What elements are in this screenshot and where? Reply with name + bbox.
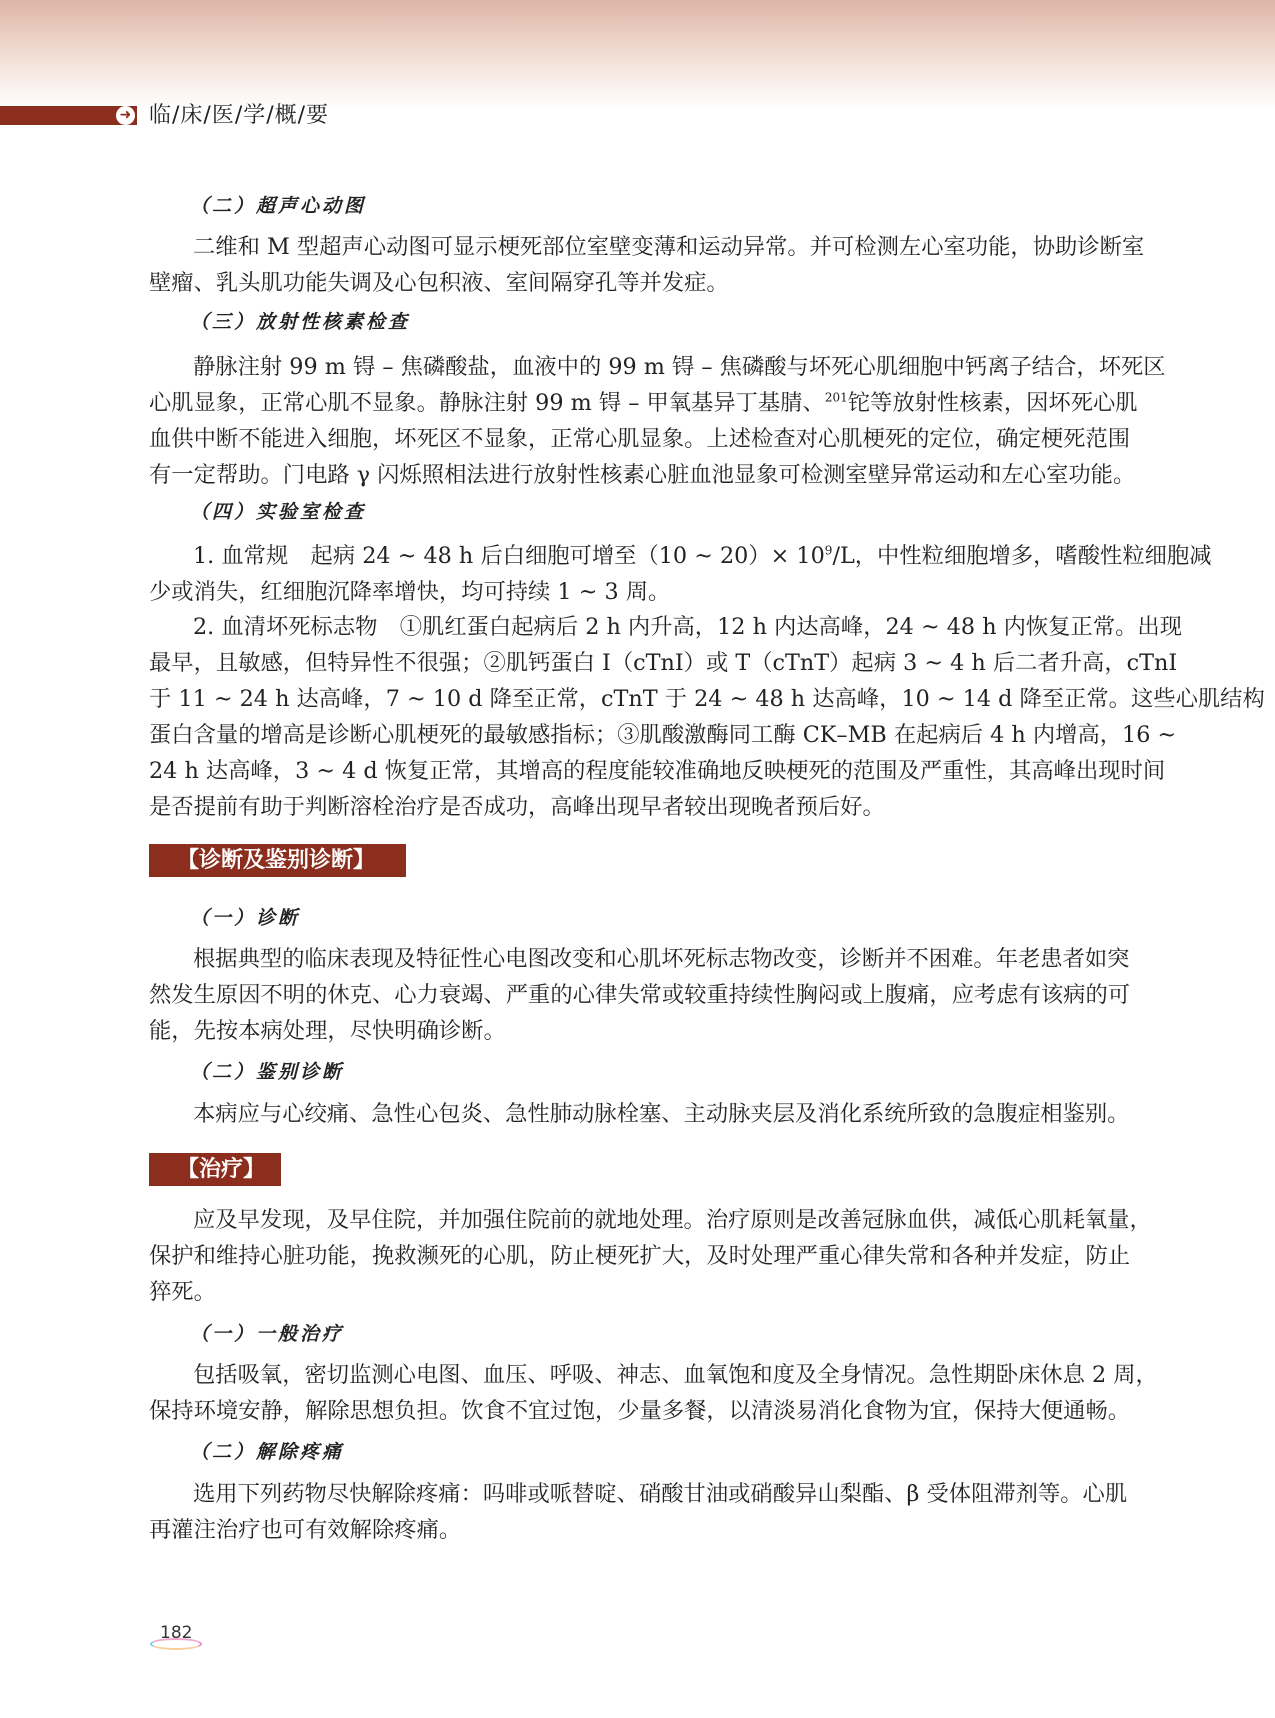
section-subheading: （二）解除疼痛 xyxy=(190,1441,345,1463)
paragraph xyxy=(149,609,1265,825)
paragraph-line xyxy=(149,789,1122,825)
paragraph-line xyxy=(149,941,1130,977)
paragraph-line xyxy=(149,421,1131,457)
paragraph-line xyxy=(149,349,1166,385)
line-text: 血供中断不能进入细胞，坏死区不显象，正常心肌显象。上述检查对心肌梗死的定位，确定梗死范围 xyxy=(149,426,1131,452)
section-banner: 【治疗】 xyxy=(149,1153,281,1186)
line-text: 最早，且敏感，但特异性不很强；②肌钙蛋白 I（cTnI）或 T（cTnT）起病 3 ~ 4 h 后二者升高，cTnI xyxy=(149,650,1178,676)
paragraph-line xyxy=(149,385,1138,421)
line-text: 壁瘤、乳头肌功能失调及心包积液、室间隔穿孔等并发症。 xyxy=(149,270,729,296)
line-text: 蛋白含量的增高是诊断心肌梗死的最敏感指标；③肌酸激酶同工酶 CK–MB 在起病后 4 h 内增高，16 ~ xyxy=(149,722,1177,748)
line-text: 静脉注射 99 m 锝 – 焦磷酸盐，血液中的 99 m 锝 – 焦磷酸与坏死心肌细胞中钙离子结合，坏死区 xyxy=(193,354,1166,380)
section-subheading: （一）诊断 xyxy=(190,907,301,929)
page-header-gradient xyxy=(0,0,1275,110)
paragraph-line xyxy=(149,1202,1152,1238)
paragraph-line xyxy=(149,1013,1122,1049)
paragraph xyxy=(149,1202,1152,1310)
line-text: 然发生原因不明的休克、心力衰竭、严重的心律失常或较重持续性胸闷或上腹痛，应考虑有该病的可 xyxy=(149,982,1131,1008)
line-text: 保护和维持心脏功能，挽救濒死的心肌，防止梗死扩大，及时处理严重心律失常和各种并发症，防止 xyxy=(149,1243,1131,1269)
paragraph-line xyxy=(149,1238,1131,1274)
line-text: 根据典型的临床表现及特征性心电图改变和心肌坏死标志物改变，诊断并不困难。年老患者如突 xyxy=(193,946,1130,972)
line-text: 猝死。 xyxy=(149,1279,216,1305)
section-subheading: （一）一般治疗 xyxy=(190,1323,345,1345)
superscript: 9 xyxy=(824,543,833,558)
line-text: 选用下列药物尽快解除疼痛：吗啡或哌替啶、硝酸甘油或硝酸异山梨酯、β 受体阻滞剂等。心肌 xyxy=(193,1481,1128,1507)
paragraph-line xyxy=(149,457,1136,493)
line-text: 再灌注治疗也可有效解除疼痛。 xyxy=(149,1517,462,1543)
paragraph xyxy=(149,229,1145,301)
section-subheading: （四）实验室检查 xyxy=(190,501,367,523)
arrow-right-circle-icon: ➜ xyxy=(116,106,135,125)
paragraph-line xyxy=(149,717,1177,753)
page-number xyxy=(150,1622,202,1652)
section-banner: 【诊断及鉴别诊断】 xyxy=(149,844,406,877)
superscript: 201 xyxy=(824,390,848,405)
section-subheading: （二）超声心动图 xyxy=(190,195,367,217)
paragraph-line xyxy=(149,1274,1122,1310)
paragraph-line xyxy=(149,977,1131,1013)
line-text: 心肌显象，正常心肌不显象。静脉注射 99 m 锝 – 甲氧基异丁基腈、 xyxy=(149,390,825,416)
line-text: 于 11 ~ 24 h 达高峰，7 ~ 10 d 降至正常，cTnT 于 24 ~ 48 h 达高峰，10 ~ 14 d 降至正常。这些心肌结构 xyxy=(149,686,1265,712)
line-text: 是否提前有助于判断溶栓治疗是否成功，高峰出现早者较出现晚者预后好。 xyxy=(149,794,885,820)
paragraph xyxy=(149,538,1212,610)
paragraph-line xyxy=(149,645,1178,681)
line-text: 24 h 达高峰，3 ~ 4 d 恢复正常，其增高的程度能较准确地反映梗死的范围及严重性，其高峰出现时间 xyxy=(149,758,1166,784)
page-number-text: 182 xyxy=(160,1623,193,1643)
paragraph-line xyxy=(149,574,1122,610)
paragraph-line xyxy=(149,1357,1158,1393)
line-text: 包括吸氧，密切监测心电图、血压、呼吸、神志、血氧饱和度及全身情况。急性期卧床休息 2 周， xyxy=(193,1362,1158,1388)
section-subheading: （二）鉴别诊断 xyxy=(190,1061,345,1083)
paragraph xyxy=(149,1096,1130,1132)
section-subheading: （三）放射性核素检查 xyxy=(190,311,411,333)
paragraph xyxy=(149,1476,1128,1548)
paragraph-line xyxy=(149,609,1183,645)
line-text: 铊等放射性核素，因坏死心肌 xyxy=(847,390,1138,416)
paragraph-line xyxy=(149,1393,1131,1429)
paragraph-line xyxy=(149,681,1265,717)
line-text: 本病应与心绞痛、急性心包炎、急性肺动脉栓塞、主动脉夹层及消化系统所致的急腹症相鉴别。 xyxy=(193,1101,1130,1127)
paragraph-line xyxy=(149,538,1212,574)
line-text: 能，先按本病处理，尽快明确诊断。 xyxy=(149,1018,506,1044)
paragraph xyxy=(149,349,1166,493)
paragraph xyxy=(149,1357,1158,1429)
line-text: 1. 血常规 起病 24 ~ 48 h 后白细胞可增至（10 ~ 20）× 10 xyxy=(193,543,825,569)
line-text: 少或消失，红细胞沉降率增快，均可持续 1 ~ 3 周。 xyxy=(149,579,671,605)
line-text: 有一定帮助。门电路 γ 闪烁照相法进行放射性核素心脏血池显象可检测室壁异常运动和左心室功能。 xyxy=(149,462,1136,488)
line-text: /L，中性粒细胞增多，嗜酸性粒细胞减 xyxy=(832,543,1212,569)
paragraph-line xyxy=(149,229,1145,265)
paragraph-line xyxy=(149,1096,1130,1132)
paragraph xyxy=(149,941,1131,1049)
line-text: 应及早发现，及早住院，并加强住院前的就地处理。治疗原则是改善冠脉血供，减低心肌耗氧量， xyxy=(193,1207,1152,1233)
book-title: 临/床/医/学/概/要 xyxy=(149,103,330,128)
paragraph-line xyxy=(149,265,1122,301)
paragraph-line xyxy=(149,1476,1128,1512)
line-text: 二维和 M 型超声心动图可显示梗死部位室壁变薄和运动异常。并可检测左心室功能，协助诊断室 xyxy=(193,234,1145,260)
paragraph-line xyxy=(149,1512,1122,1548)
line-text: 2. 血清坏死标志物 ①肌红蛋白起病后 2 h 内升高，12 h 内达高峰，24 ~ 48 h 内恢复正常。出现 xyxy=(193,614,1183,640)
line-text: 保持环境安静，解除思想负担。饮食不宜过饱，少量多餐，以清淡易消化食物为宜，保持大便通畅。 xyxy=(149,1398,1131,1424)
paragraph-line xyxy=(149,753,1166,789)
